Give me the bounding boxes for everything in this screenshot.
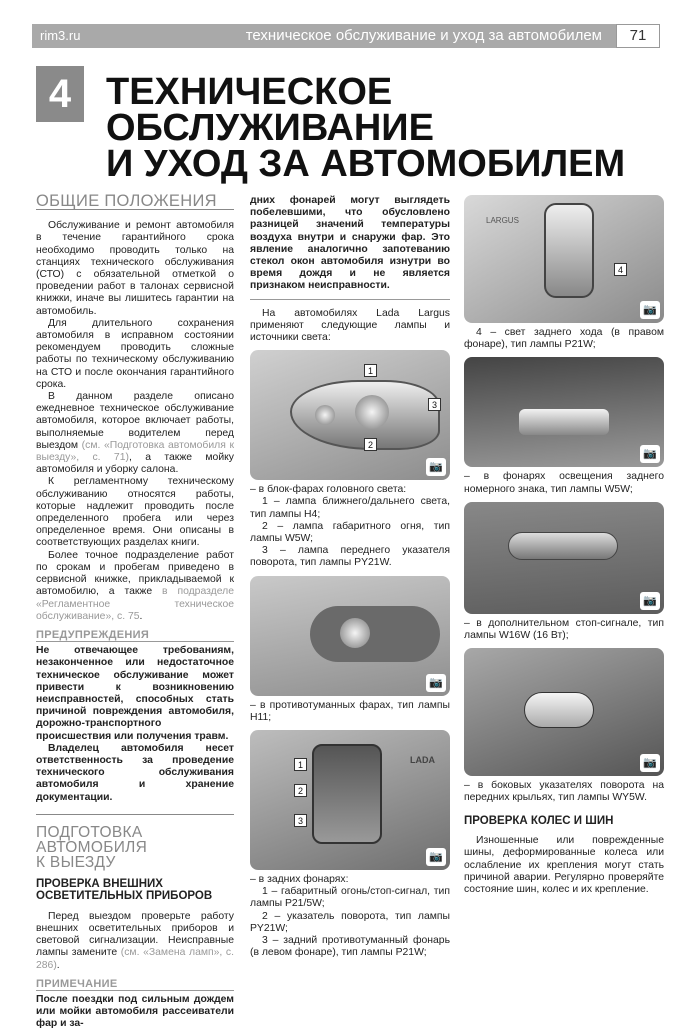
caption: – в боковых указателях поворота на передних крыльях, тип лампы WY5W. xyxy=(464,780,664,804)
title-line: И УХОД ЗА АВТОМОБИЛЕМ xyxy=(106,143,626,185)
title-line: ОБСЛУЖИВАНИЕ xyxy=(106,107,434,149)
running-header xyxy=(32,24,660,48)
car-badge: LARGUS xyxy=(486,216,519,225)
reverse-light-photo xyxy=(464,195,664,323)
caption: – в противотуманных фарах, тип лампы H11; xyxy=(250,699,450,723)
side-indicator-photo xyxy=(464,648,664,776)
warnings-heading: ПРЕДУПРЕЖДЕНИЯ xyxy=(36,629,234,642)
lamp-icon xyxy=(340,618,370,648)
callout-3: 3 xyxy=(294,814,307,827)
rear-lamp-unit xyxy=(312,744,382,844)
heading-line: К ВЫЕЗДУ xyxy=(36,853,116,871)
paragraph: Изношенные или поврежденные шины, деформированные колеса или ослабление их крепления могут стать причиной аварии. Регулярно проверяйте состояние шин, колес и их крепление. xyxy=(464,835,664,895)
list-item: 1 – лампа ближнего/дальнего света, тип лампы H4; xyxy=(250,496,450,520)
note-heading: ПРИМЕЧАНИЕ xyxy=(36,978,234,991)
fog-light-photo xyxy=(250,576,450,696)
caption: – в фонарях освещения заднего номерного знака, тип лампы W5W; xyxy=(464,471,664,495)
note-text-continued: дних фонарей могут выглядеть побелевшими, что обусловлено разницей значений температуры воздуха внутри и снаружи фар. Это явление аналогично запотеванию стекол окон автомобиля изнутри во время дождя и не является признаком неисправности. xyxy=(250,195,450,292)
callout-1: 1 xyxy=(364,364,377,377)
list-item: 2 – лампа габаритного огня, тип лампы W5W; xyxy=(250,520,450,545)
column-3 xyxy=(464,195,664,896)
paragraph xyxy=(36,391,234,476)
rear-lamp-unit xyxy=(544,203,594,298)
rear-light-photo xyxy=(250,730,450,870)
list-item: 2 – указатель поворота, тип лампы PY21W; xyxy=(250,910,450,934)
callout-2: 2 xyxy=(294,784,307,797)
camera-icon: 📷 xyxy=(640,754,660,772)
warning-text: Владелец автомобиля несет ответственность за проведение технического обслуживания автомобиля и хранение документации. xyxy=(36,742,234,803)
callout-4: 4 xyxy=(614,263,627,276)
note-text: После поездки под сильным дождем или мойки автомобиля рассеиватели фар и за- xyxy=(36,993,234,1030)
paragraph: На автомобилях Lada Largus применяют следующие лампы и источники света: xyxy=(250,307,450,344)
lamp-icon xyxy=(355,395,389,429)
camera-icon: 📷 xyxy=(426,848,446,866)
camera-icon: 📷 xyxy=(640,301,660,319)
callout-2: 2 xyxy=(364,438,377,451)
list-item: 3 – лампа переднего указателя поворота, тип лампы PY21W. xyxy=(250,545,450,569)
heading-line: ПОДГОТОВКА xyxy=(36,823,143,841)
stop-lamp xyxy=(508,532,618,560)
section-heading-preparation xyxy=(36,825,234,870)
list-item: 1 – габаритный огонь/стоп-сигнал, тип лампы P21/5W; xyxy=(250,886,450,910)
running-title: техническое обслуживание и уход за автомобилем xyxy=(245,27,602,44)
column-2 xyxy=(250,195,450,959)
chapter-title xyxy=(106,71,666,185)
camera-icon: 📷 xyxy=(426,458,446,476)
column-1 xyxy=(36,192,235,1031)
headlight-photo xyxy=(250,350,450,480)
text: В данном разделе описано ежедневное техническое обслуживание автомобиля, которое включает работы, выполняемые водителем перед выездом xyxy=(36,391,234,451)
warning-text: Не отвечающее требованиям, незаконченное или недостаточное техническое обслуживание может привести к возникновению неисправностей, способных стать причиной повреждения автомобиля, дорожно-транспортного происшествия или получения травм. xyxy=(36,645,234,742)
text: . xyxy=(56,959,60,971)
stop-light-photo xyxy=(464,502,664,614)
paragraph: Обслуживание и ремонт автомобиля в течение гарантийного срока необходимо проводить только на станциях технического обслуживания (СТО) с обязательной отметкой о проведении работ в талонах сервисной книжки, иначе вы лишитесь гарантии на автомобиль. xyxy=(36,220,234,317)
text: Более точное подразделение работ по срокам и пробегам приведено в сервисной книжке, прикладываемой к автомобилю, а также xyxy=(36,549,234,598)
cross-reference-link[interactable]: (см. «Замена ламп», с. 286) xyxy=(36,947,234,971)
list-item: 4 – свет заднего хода (в правом фонаре), тип лампы P21W; xyxy=(464,327,664,351)
paragraph xyxy=(36,911,234,972)
subheading-lights-check: ПРОВЕРКА ВНЕШНИХ ОСВЕТИТЕЛЬНЫХ ПРИБОРОВ xyxy=(36,877,213,903)
subheading-wheels: ПРОВЕРКА КОЛЕС И ШИН xyxy=(464,814,614,827)
caption: – в задних фонарях: xyxy=(250,874,349,886)
fog-housing xyxy=(310,606,440,662)
camera-icon: 📷 xyxy=(640,592,660,610)
paragraph: Для длительного сохранения автомобиля в исправном состоянии рекомендуем проводить сложные работы по техническому обслуживанию на СТО и после окончания гарантийного срока. xyxy=(36,317,234,390)
page-number: 71 xyxy=(616,24,660,48)
rear-badge: LADA xyxy=(410,755,435,766)
paragraph: К регламентному техническому обслуживанию относятся работы, которые надлежит проводить после определенного пробега или через определенное время. Они описаны в соответствующих разделах книги. xyxy=(36,476,234,549)
plate-lamp xyxy=(519,409,609,435)
cross-reference-link[interactable]: (см. «Подготовка автомобиля к выезду», с. 71) xyxy=(36,439,235,464)
callout-3: 3 xyxy=(428,398,441,411)
title-line: ТЕХНИЧЕСКОЕ xyxy=(106,71,393,113)
caption: – в дополнительном стоп-сигнале, тип лампы W16W (16 Вт); xyxy=(464,617,664,642)
paragraph xyxy=(36,550,234,623)
callout-1: 1 xyxy=(294,758,307,771)
section-heading-general: ОБЩИЕ ПОЛОЖЕНИЯ xyxy=(36,195,234,210)
side-lamp xyxy=(524,692,594,728)
camera-icon: 📷 xyxy=(426,674,446,692)
text: Перед выездом проверьте работу внешних осветительных приборов и световой сигнализации. Неисправные лампы замените xyxy=(36,910,234,959)
camera-icon: 📷 xyxy=(640,445,660,463)
site-label: rim3.ru xyxy=(40,28,81,43)
chapter-number: 4 xyxy=(36,66,84,122)
text: . xyxy=(139,610,143,622)
cross-reference-link[interactable]: в подразделе «Регламентное техническое обслуживание», с. 75 xyxy=(36,586,235,622)
caption: – в блок-фарах головного света: xyxy=(250,484,407,496)
plate-light-photo xyxy=(464,357,664,467)
text: , а также мойку автомобиля и уборку салона. xyxy=(36,452,234,476)
list-item: 3 – задний противотуманный фонарь (в левом фонаре), тип лампы P21W; xyxy=(250,935,450,959)
heading-line: АВТОМОБИЛЯ xyxy=(36,838,148,856)
